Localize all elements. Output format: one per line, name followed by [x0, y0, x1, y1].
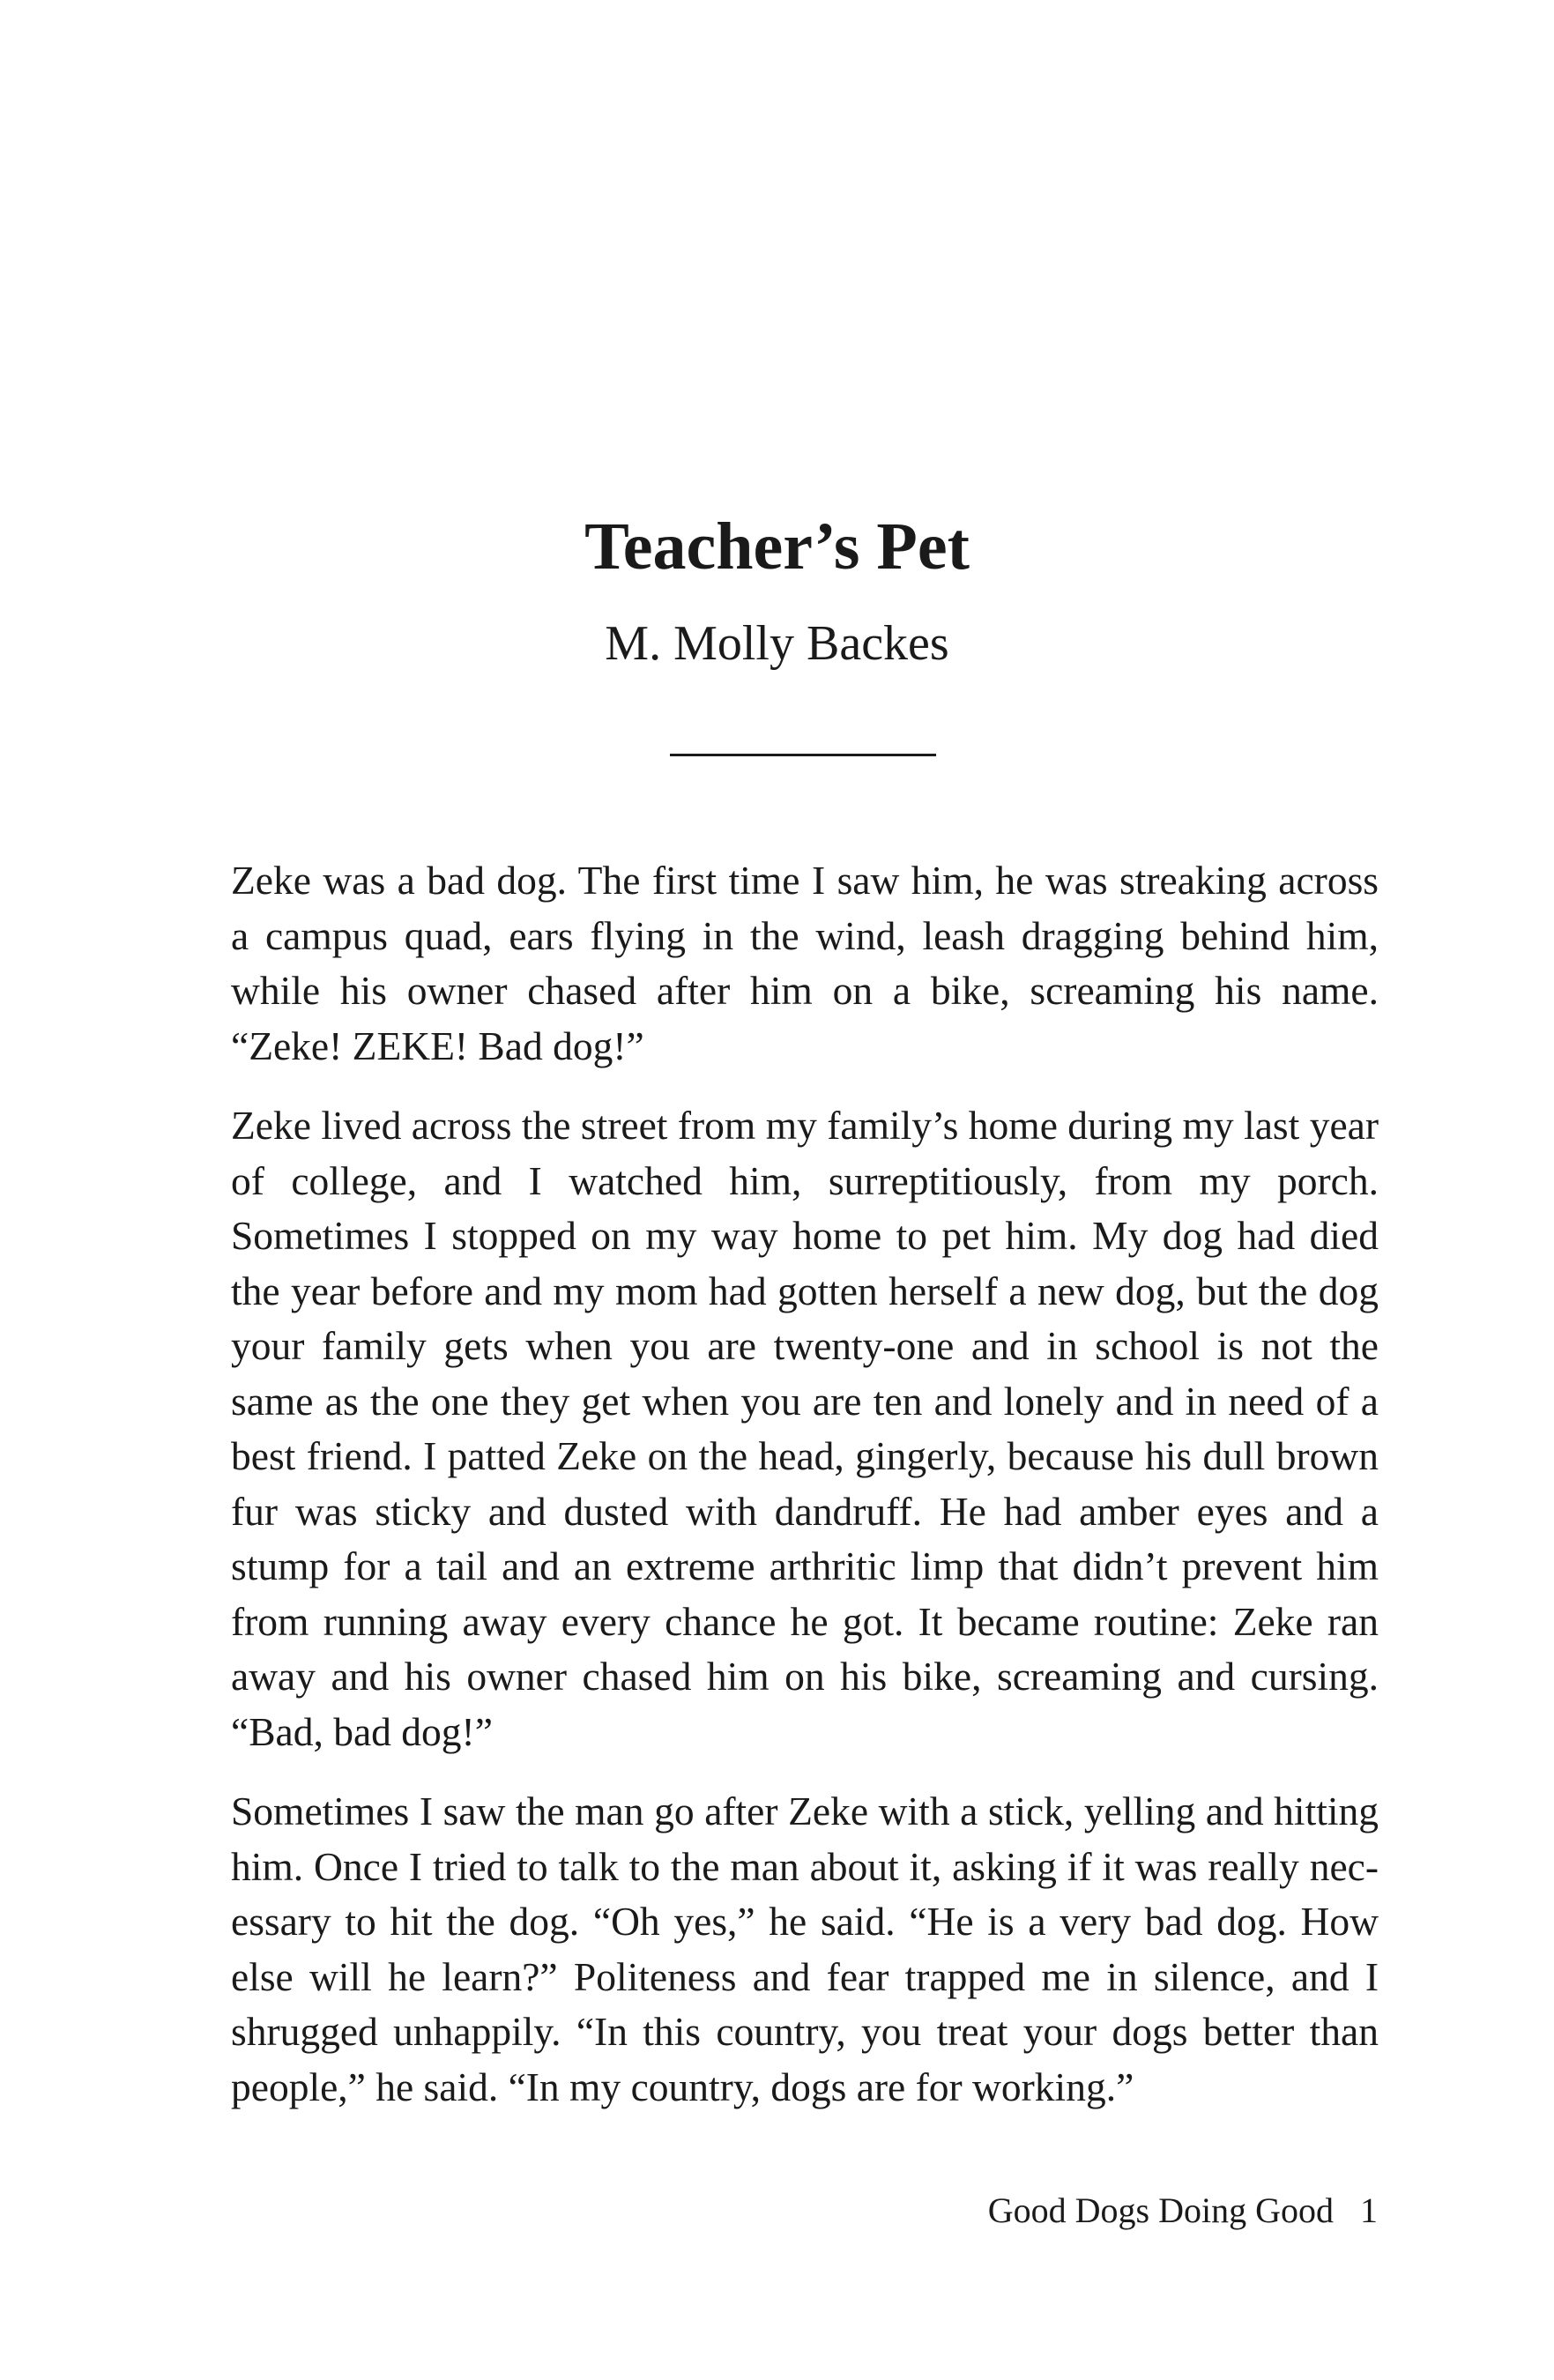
page-number: 1	[1360, 2190, 1378, 2230]
title-divider	[670, 754, 936, 756]
chapter-author: M. Molly Backes	[605, 616, 949, 671]
running-footer-title: Good Dogs Doing Good	[987, 2190, 1334, 2230]
paragraph-1: Zeke was a bad dog. The first time I saw him, he was streaking across a campus quad, ears flying in the wind, leash dragging behind him, while his owner chased after him on a bike, screaming his name. “Zeke! ZEKE! Bad dog!”	[231, 858, 1379, 1068]
chapter-title: Teacher’s Pet	[584, 509, 970, 584]
chapter-body	[231, 853, 1379, 2139]
paragraph-3: Sometimes I saw the man go after Zeke with a stick, yelling and hitting him. Once I tried to talk to the man about it, asking if it was really nec-essary to hit the dog. “Oh yes,” he said. “He is a very bad dog. How else will he learn?” Politeness and fear trapped me in silence, and I shrugged unhappily. “In this country, you treat your dogs better than people,” he said. “In my country, dogs are for working.”	[231, 1789, 1379, 2109]
paragraph-2: Zeke lived across the street from my family’s home during my last year of college, and I watched him, surreptitiously, from my porch. Sometimes I stopped on my way home to pet him. My dog had died the year before and my mom had gotten herself a new dog, but the dog your family gets when you are twenty-one and in school is not the same as the one they get when you are ten and lonely and in need of a best friend. I patted Zeke on the head, gingerly, because his dull brown fur was sticky and dusted with dandruff. He had amber eyes and a stump for a tail and an extreme arthritic limp that didn’t prevent him from running away every chance he got. It became routine: Zeke ran away and his owner chased him on his bike, screaming and cursing. “Bad, bad dog!”	[231, 1103, 1379, 1754]
page-footer	[987, 2190, 1378, 2230]
